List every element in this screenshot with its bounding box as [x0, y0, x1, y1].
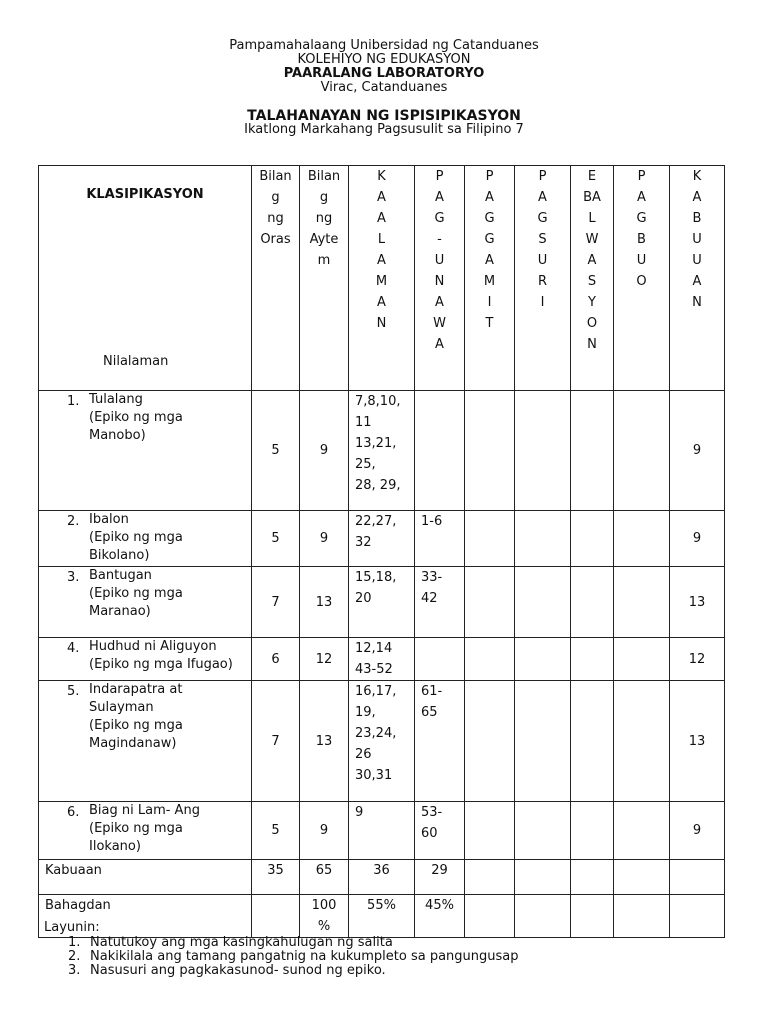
document-subtitle: Ikatlong Markahang Pagsusulit sa Filipino 7	[244, 122, 524, 137]
empty-cell	[614, 567, 670, 638]
empty-cell	[515, 391, 571, 511]
topic-cell	[39, 681, 252, 802]
topic-cell	[39, 638, 252, 681]
header-letter: Bilan	[259, 169, 292, 184]
header-letter: A	[377, 253, 386, 268]
col-paggamit	[465, 166, 515, 391]
col-bilang-aytem	[300, 166, 349, 391]
header-letter: A	[637, 190, 646, 205]
empty-cell	[515, 860, 571, 895]
header-letter: A	[587, 253, 597, 268]
empty-cell	[614, 681, 670, 802]
table-row	[39, 567, 725, 638]
empty-cell	[465, 511, 515, 567]
header-letter: A	[692, 274, 702, 289]
header-letter: Y	[588, 295, 596, 310]
layunin-label: Layunin:	[44, 920, 100, 935]
header-letter: G	[636, 211, 647, 226]
header-letter: N	[692, 295, 702, 310]
header-letter: G	[537, 211, 548, 226]
empty-cell	[614, 638, 670, 681]
kabuuan-label: Kabuaan	[39, 860, 252, 895]
empty-cell	[614, 895, 670, 938]
kabuuan-cell: 9	[670, 391, 725, 511]
header-letter: Oras	[260, 232, 291, 247]
header-letter: R	[537, 274, 548, 289]
oras-cell: 5	[252, 511, 300, 567]
kabuuan-cell: 12	[670, 638, 725, 681]
empty-cell	[515, 681, 571, 802]
header-letter: N	[376, 316, 387, 331]
header-letter: Ayte	[309, 232, 339, 247]
topic-text: Tulalang (Epiko ng mga Manobo)	[89, 392, 183, 443]
header-letter: Bilan	[307, 169, 341, 184]
pag-unawa-cell	[415, 391, 465, 511]
empty-cell	[571, 802, 614, 860]
empty-cell	[465, 802, 515, 860]
header-letter: P	[485, 169, 494, 184]
header-letter: W	[585, 232, 599, 247]
school-name: PAARALANG LABORATORYO	[283, 66, 485, 81]
aytem-cell: 9	[300, 511, 349, 567]
topic-number: 1.	[67, 394, 80, 409]
empty-cell	[515, 895, 571, 938]
nilalaman-label: Nilalaman	[103, 354, 169, 369]
header-letter: P	[435, 169, 444, 184]
pag-unawa-cell	[415, 638, 465, 681]
table-row	[39, 802, 725, 860]
empty-cell	[571, 681, 614, 802]
empty-cell	[571, 391, 614, 511]
layunin-item: 1. Natutukoy ang mga kasingkahulugan ng salita	[68, 935, 393, 950]
header-letter: W	[433, 316, 446, 331]
header-letter: U	[692, 253, 702, 268]
header-letter: K	[692, 169, 702, 184]
kaalaman-cell: 22,27, 32	[349, 511, 415, 567]
header-letter: A	[435, 295, 444, 310]
kabuuan-pag-unawa: 29	[415, 860, 465, 895]
table-row	[39, 511, 725, 567]
header-letter: N	[587, 337, 597, 352]
header-letter: E	[587, 169, 597, 184]
pag-unawa-cell: 61- 65	[415, 681, 465, 802]
pag-unawa-cell: 33- 42	[415, 567, 465, 638]
empty-cell	[465, 681, 515, 802]
bahagdan-kaalaman: 55%	[349, 895, 415, 938]
topic-text: Hudhud ni Aliguyon (Epiko ng mga Ifugao)	[89, 639, 233, 672]
kabuuan-cell: 9	[670, 511, 725, 567]
empty-cell	[571, 860, 614, 895]
topic-cell	[39, 567, 252, 638]
empty-cell	[515, 802, 571, 860]
header-letter: O	[636, 274, 647, 289]
header-letter: A	[485, 190, 494, 205]
topic-cell	[39, 802, 252, 860]
layunin-item: 3. Nasusuri ang pagkakasunod- sunod ng epiko.	[68, 963, 386, 978]
bahagdan-pag-unawa: 45%	[415, 895, 465, 938]
header-letter: A	[435, 190, 444, 205]
header-letter: P	[538, 169, 547, 184]
header-letter: N	[434, 274, 445, 289]
header-letter: S	[587, 274, 597, 289]
aytem-cell: 9	[300, 391, 349, 511]
col-kaalaman	[349, 166, 415, 391]
header-letter: B	[637, 232, 646, 247]
header-letter: g	[271, 190, 280, 205]
header-row	[39, 166, 725, 391]
header-letter: G	[484, 232, 495, 247]
topic-number: 4.	[67, 641, 80, 656]
empty-cell	[465, 860, 515, 895]
empty-cell	[515, 638, 571, 681]
header-letter: U	[434, 253, 445, 268]
empty-cell	[465, 391, 515, 511]
document-title: TALAHANAYAN NG ISPISIPIKASYON	[247, 108, 521, 124]
oras-cell: 5	[252, 802, 300, 860]
empty-cell	[571, 567, 614, 638]
header-letter: U	[636, 253, 647, 268]
topic-text: Bantugan (Epiko ng mga Maranao)	[89, 568, 183, 619]
kaalaman-cell: 7,8,10, 11 13,21, 25, 28, 29,	[349, 391, 415, 511]
aytem-cell: 13	[300, 567, 349, 638]
header-letter: I	[540, 295, 545, 310]
topic-text: Indarapatra at Sulayman (Epiko ng mga Magindanaw)	[89, 682, 183, 751]
empty-cell	[252, 895, 300, 938]
col-ebalwasyon	[571, 166, 614, 391]
kabuuan-cell: 13	[670, 567, 725, 638]
empty-cell	[670, 895, 725, 938]
empty-cell	[465, 895, 515, 938]
kabuuan-cell: 13	[670, 681, 725, 802]
header-letter: A	[377, 190, 386, 205]
table-row	[39, 681, 725, 802]
layunin-item: 2. Nakikilala ang tamang pangatnig na kukumpleto sa pangungusap	[68, 949, 519, 964]
topic-text: Ibalon (Epiko ng mga Bikolano)	[89, 512, 183, 563]
header-letter: S	[538, 232, 547, 247]
kabuuan-row	[39, 860, 725, 895]
oras-cell: 6	[252, 638, 300, 681]
header-letter: m	[317, 253, 331, 268]
pag-unawa-cell: 53- 60	[415, 802, 465, 860]
klasipikasyon-header	[39, 166, 252, 391]
location: Virac, Catanduanes	[320, 80, 448, 95]
header-letter: L	[588, 211, 596, 226]
klasipikasyon-label: KLASIPIKASYON	[86, 187, 204, 202]
empty-cell	[614, 391, 670, 511]
header-letter: A	[377, 211, 386, 226]
kabuuan-cell: 9	[670, 802, 725, 860]
topic-text: Biag ni Lam- Ang (Epiko ng mga Ilokano)	[89, 803, 200, 854]
header-letter: A	[692, 190, 702, 205]
kaalaman-cell: 15,18, 20	[349, 567, 415, 638]
college-name: KOLEHIYO NG EDUKASYON	[297, 52, 471, 67]
header-letter: I	[487, 295, 492, 310]
aytem-cell: 9	[300, 802, 349, 860]
header-letter: G	[434, 211, 445, 226]
kaalaman-cell: 9	[349, 802, 415, 860]
kabuuan-aytem: 65	[300, 860, 349, 895]
empty-cell	[571, 895, 614, 938]
topic-cell	[39, 511, 252, 567]
kaalaman-cell: 16,17, 19, 23,24, 26 30,31	[349, 681, 415, 802]
header-letter: ng	[267, 211, 284, 226]
header-letter: L	[377, 232, 386, 247]
empty-cell	[465, 567, 515, 638]
header-letter: A	[538, 190, 547, 205]
oras-cell: 5	[252, 391, 300, 511]
col-pagbuo	[614, 166, 670, 391]
kabuuan-oras: 35	[252, 860, 300, 895]
topic-number: 5.	[67, 684, 80, 699]
header-letter: A	[435, 337, 444, 352]
topic-cell	[39, 391, 252, 511]
header-letter: O	[586, 316, 598, 331]
empty-cell	[614, 860, 670, 895]
header-letter: M	[483, 274, 496, 289]
aytem-cell: 12	[300, 638, 349, 681]
col-pagsuri	[515, 166, 571, 391]
empty-cell	[515, 567, 571, 638]
col-pag-unawa	[415, 166, 465, 391]
table-body	[39, 391, 725, 860]
aytem-cell: 13	[300, 681, 349, 802]
header-letter: M	[375, 274, 388, 289]
table-row	[39, 638, 725, 681]
empty-cell	[515, 511, 571, 567]
header-letter: A	[485, 253, 494, 268]
table-row	[39, 391, 725, 511]
col-bilang-oras	[252, 166, 300, 391]
topic-number: 3.	[67, 570, 80, 585]
specification-table	[38, 165, 725, 938]
kaalaman-cell: 12,14 43-52	[349, 638, 415, 681]
header-letter: G	[484, 211, 495, 226]
header-letter: g	[319, 190, 329, 205]
empty-cell	[465, 638, 515, 681]
header-letter: B	[692, 211, 702, 226]
header-letter: ng	[315, 211, 333, 226]
pag-unawa-cell: 1-6	[415, 511, 465, 567]
header-letter: BA	[583, 190, 601, 205]
empty-cell	[614, 802, 670, 860]
empty-cell	[571, 511, 614, 567]
empty-cell	[614, 511, 670, 567]
header-letter: U	[692, 232, 702, 247]
header-letter: K	[377, 169, 386, 184]
oras-cell: 7	[252, 567, 300, 638]
oras-cell: 7	[252, 681, 300, 802]
header-letter: U	[537, 253, 548, 268]
university-name: Pampamahalaang Unibersidad ng Catanduanes	[229, 38, 539, 53]
header-letter: A	[377, 295, 386, 310]
bahagdan-row	[39, 895, 725, 938]
header-letter: P	[637, 169, 646, 184]
topic-number: 6.	[67, 805, 80, 820]
header-letter: -	[437, 232, 442, 247]
col-kabuuan	[670, 166, 725, 391]
topic-number: 2.	[67, 514, 80, 529]
bahagdan-label: Bahagdan	[39, 895, 252, 938]
empty-cell	[571, 638, 614, 681]
bahagdan-aytem: 100 %	[300, 895, 349, 938]
empty-cell	[670, 860, 725, 895]
kabuuan-kaalaman: 36	[349, 860, 415, 895]
header-letter: T	[485, 316, 494, 331]
